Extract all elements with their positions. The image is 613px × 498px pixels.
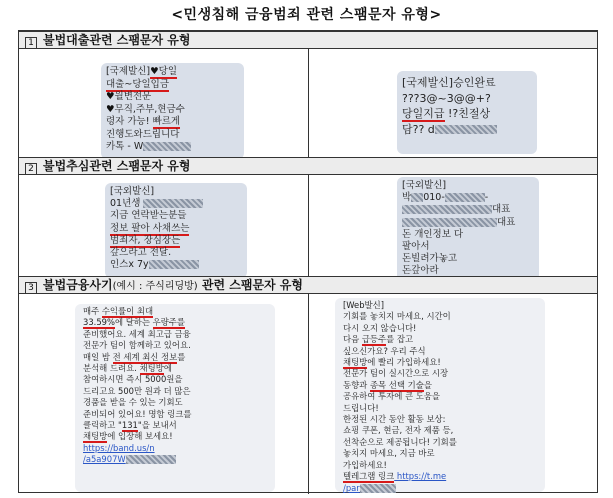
section-3-example: (예시 : 주식리딩방) [112,281,198,292]
sms-text: 채팅방 [139,363,164,374]
sms-stock-scam-1 [75,304,275,492]
sms-text: 당일지급 [402,107,445,120]
sms-text: 클릭하고 " [83,420,122,431]
sms-text: 드립니다! [343,402,379,413]
sms-text: 카톡 - W [106,141,144,152]
sms-text: 에 입장해 보세요! [107,431,173,442]
sms-text: 빠르게 [152,116,181,127]
sms-text: 가입하세요! [343,459,387,470]
redacted-blur [149,260,199,269]
sms-text: 매일 밤 [83,351,113,362]
sms-text: 경품을 받을 수 있는 기회도 [83,397,183,408]
sms-text: 준비했어요. 세계 최고급 금융 [83,328,191,339]
sms-text: 에 달하는 [114,317,153,328]
redacted-blur [126,455,176,464]
sms-text: 채팅방 [83,431,108,442]
sms-text: 쇼핑 쿠폰, 현금, 전자 제품 등, [343,425,454,436]
redacted-blur [445,193,485,202]
redacted-blur [435,125,497,134]
sms-text: 인스x 7y [110,259,149,271]
section-2-number: 2 [25,163,37,175]
page-title: <민생침해 금융범죄 관련 스팸문자 유형> [171,7,442,23]
heart-icon: ♥ [106,91,115,102]
sms-text: 다음 [343,334,362,345]
sms-text: [국외발신] [402,180,447,191]
sms-text: 를 잡고 [386,334,414,345]
section-3-divider [308,294,309,494]
sms-text: 우량주를 [152,317,185,328]
sms-text: 다시 오지 않습니다! [343,322,417,333]
sms-text: ???3@~3@@+? [402,91,491,105]
sms-text: 01년생 [110,198,141,210]
sms-text: [Web발신] [343,300,384,310]
sms-text: 범죄자, 장심장든 [110,234,181,246]
sms-text: 선착순으로 제공됩니다! 기회를 [343,436,457,447]
sms-text: 월변전문 [114,91,152,102]
sms-text: [국외발신] [110,186,155,197]
sms-text: 대표 [492,204,511,216]
sms-text: 131 [121,420,138,431]
sms-text: 싶으신가요? 우리 주식 [343,345,426,356]
sms-text: 매주 [83,306,102,316]
scam-link: /par [343,482,360,493]
section-1-label: 불법대출관련 스팸문자 유형 [43,33,191,47]
sms-text: 전문가 팀이 함께하고 있어요. [83,340,191,351]
sms-text: 공유하여 투자에 큰 도움을 [343,391,440,402]
sms-text: "을 보내서 [137,420,177,431]
redacted-blur [143,142,191,151]
sms-text: [국제발신]승인완료 [402,76,496,89]
redacted-blur [411,193,423,202]
sms-text: 박 [402,192,412,204]
sms-text: 드리고요 500만 원과 더 많은 [83,385,191,396]
heart-icon: ♥ [106,103,115,115]
sms-stock-scam-2 [335,298,545,492]
sms-text: 분석해 드려요. [83,363,140,374]
sms-text: 지금 연락받는분들 [110,210,187,222]
sms-text: 놓치지 마세요, 지금 바로 [343,448,435,459]
sms-text: 기회를 놓치지 마세요, 시간이 [343,311,451,322]
sms-text: 전 세계 최신 정보 [112,351,178,362]
sms-text: 33.59% [83,317,115,328]
section-2-divider [308,175,309,279]
scam-link: /a5a907W [83,454,126,465]
sms-text: 돈갚아라 [402,265,439,277]
scam-link: https://t.me [394,471,447,482]
sms-text: 팔아서 [402,241,430,253]
sms-text: 에 빨리 가입하세요! [367,357,441,368]
section-3-label-suffix: 관련 스팸문자 유형 [197,278,303,292]
section-3-header [19,276,597,294]
sms-text: 을 [423,379,432,390]
sms-text: 돈 개인정보 다 [402,228,464,240]
sms-text: 진행도와드립니다 [106,128,180,140]
sms-text: 에 [163,363,172,374]
sms-text: [국제발신] [106,66,151,77]
section-2-label: 불법추심관련 스팸문자 유형 [43,159,191,173]
scam-link: https://band.us/n [83,442,155,453]
sms-text: 텔레그램 링크 [343,471,395,482]
sms-text: 무직,주부,현금수 [114,103,185,115]
sms-text: 정보 팔아 사채쓰는 [110,222,190,234]
sms-text: 갚으라고 전달. [110,247,172,259]
sms-text: 준비되어 있어요! 명함 링크를 [83,408,192,419]
sms-illegal-collection-1 [105,183,247,278]
sms-text: 대출~당일입금 [106,78,170,90]
redacted-blur [402,218,497,227]
sms-text: 동향과 [343,379,370,390]
section-1-number: 1 [25,37,37,49]
sms-text: 참여하시면 즉시 5000원을 [83,374,183,385]
sms-text: !?친절상 [444,107,491,120]
sms-text: 돈빌려가놓고 [402,253,458,265]
heart-icon: ♥ [150,66,159,77]
section-2-header [19,157,597,175]
section-3-label: 불법금융사기 [43,278,113,292]
section-1-divider [308,49,309,158]
redacted-blur [143,199,203,208]
redacted-blur [402,205,492,214]
sms-text: 령자 가능! [106,116,153,127]
sms-text: 한정된 시간 동안 활동 보상: [343,414,446,425]
sms-illegal-collection-2: [국외발신] 박 010- - 대표 대표 돈 개인정보 다 팔아서 돈빌려가놓고 돈갚아라 [397,177,539,281]
sms-text: 담?? d [402,122,435,136]
sms-text: 를 [177,351,186,362]
sms-text: 대표 [497,216,516,228]
section-1-header [19,31,597,49]
sms-text: 급등주 [361,334,387,345]
sms-text: 종목 선택 기술 [369,379,424,390]
sms-text: 전문가 팀이 실시간으로 시장 [343,368,449,379]
spam-type-table [18,30,598,493]
sms-text: 채팅방 [343,357,368,368]
section-3-number: 3 [25,282,37,294]
sms-text: 010- [423,192,445,204]
sms-illegal-loan-2 [397,71,537,154]
redacted-blur [360,484,396,493]
sms-illegal-loan-1 [101,63,244,159]
sms-text: 당일 [158,66,178,77]
sms-text: 수익률이 최대 [101,306,154,316]
